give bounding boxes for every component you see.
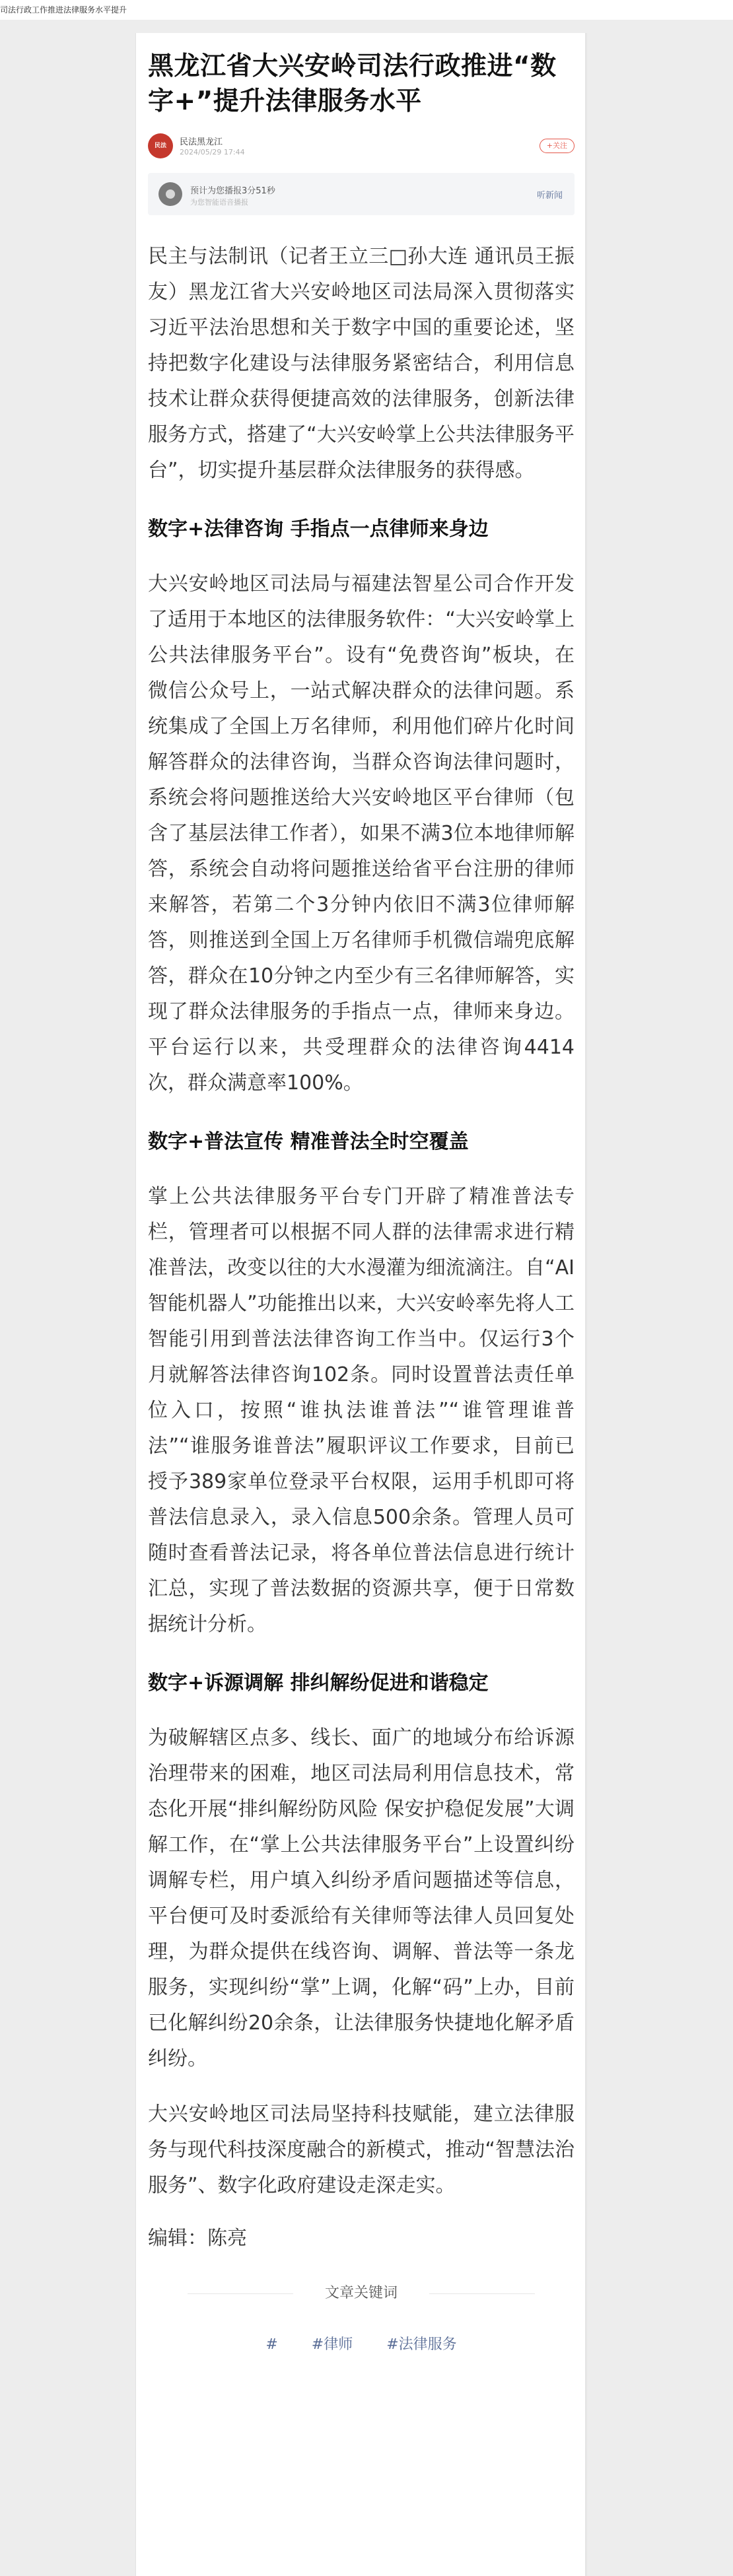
audio-duration-text: 预计为您播报3分51秒 (190, 186, 275, 196)
publish-date: 2024/05/29 17:44 (180, 148, 245, 156)
section-heading: 数字+普法宣传 精准普法全时空覆盖 (148, 1130, 469, 1153)
author-name[interactable]: 民法黑龙江 (180, 137, 223, 147)
section-body: 大兴安岭地区司法局与福建法智星公司合作开发了适用于本地区的法律服务软件：“大兴安岭掌上公共法律服务平台”。设有“免费咨询”板块，在微信公众号上，一站式解决群众的法律问题。系统集成了全国上万名律师，利用他们碎片化时间解答群众的法律咨询，当群众咨询法律问题时，系统会将问题推送给大兴安岭地区平台律师（包含了基层法律工作者），如果不满3位本地律师解答，系统会自动将问题推送给省平台注册的律师来解答，若第二个3分钟内依旧不满3位律师解答，则推送到全国上万名律师手机微信端兜底解答，群众在10分钟之内至少有三名律师解答，实现了群众法律服务的手指点一点，律师来身边。平台运行以来，共受理群众的法律咨询4414次，群众满意率100%。 (148, 572, 575, 1095)
window-top-bar (0, 0, 733, 20)
author-row (148, 132, 575, 165)
article-page (135, 33, 586, 2576)
keywords-title: 文章关键词 (148, 2282, 575, 2305)
article-content (148, 49, 575, 2354)
section-body: 掌上公共法律服务平台专门开辟了精准普法专栏，管理者可以根据不同人群的法律需求进行精准普法，改变以往的大水漫灌为细流滴注。自“AI智能机器人”功能推出以来，大兴安岭率先将人工智能引用到普法法律咨询工作当中。仅运行3个月就解答法律咨询102条。同时设置普法责任单位入口，按照“谁执法谁普法”“谁管理谁普法”“谁服务谁普法”履职评议工作要求，目前已授予389家单位登录平台权限，运用手机即可将普法信息录入，录入信息500余条。管理人员可随时查看普法记录，将各单位普法信息进行统计汇总，实现了普法数据的资源共享，便于日常数据统计分析。 (148, 1185, 575, 1636)
tag-link[interactable]: #法律服务 (386, 2336, 457, 2353)
intro-paragraph: 民主与法制讯（记者王立三□孙大连 通讯员王振友）黑龙江省大兴安岭地区司法局深入贯彻落实习近平法治思想和关于数字中国的重要论述，坚持把数字化建设与法律服务紧密结合，利用信息技术让群众获得便捷高效的法律服务，创新法律服务方式，搭建了“大兴安岭掌上公共法律服务平台”，切实提升基层群众法律服务的获得感。 (148, 245, 575, 482)
window-title: 司法行政工作推进法律服务水平提升 (0, 5, 127, 15)
closing-paragraph: 大兴安岭地区司法局坚持科技赋能，建立法律服务与现代科技深度融合的新模式，推动“智慧法治服务”、数字化政府建设走深走实。 (148, 2103, 575, 2197)
audio-player-card[interactable] (148, 173, 575, 215)
audio-play-icon[interactable] (158, 182, 182, 206)
scrollbar[interactable] (586, 33, 587, 2576)
keyword-tags (148, 2333, 575, 2354)
avatar[interactable]: 民法 (148, 133, 173, 158)
follow-button[interactable]: +关注 (540, 139, 575, 153)
listen-news-link[interactable]: 听新闻 (536, 191, 563, 201)
audio-subtitle: 为您智能语音播报 (190, 198, 248, 207)
tag-link[interactable]: #律师 (311, 2336, 353, 2353)
tag-link[interactable]: # (265, 2336, 278, 2353)
section-body: 为破解辖区点多、线长、面广的地域分布给诉源治理带来的困难，地区司法局利用信息技术，常态化开展“排纠解纷防风险 保安护稳促发展”大调解工作，在“掌上公共法律服务平台”上设置纠纷调解专栏，用户填入纠纷矛盾问题描述等信息，平台便可及时委派给有关律师等法律人员回复处理，为群众提供在线咨询、调解、普法等一条龙服务，实现纠纷“掌”上调，化解“码”上办，目前已化解纠纷20余条，让法律服务快捷地化解矛盾纠纷。 (148, 1726, 575, 2070)
editor-credit: 编辑：陈亮 (148, 2227, 247, 2250)
section-heading: 数字+法律咨询 手指点一点律师来身边 (148, 518, 489, 541)
article-title: 黑龙江省大兴安岭司法行政推进“数字+”提升法律服务水平 (148, 51, 557, 116)
section-heading: 数字+诉源调解 排纠解纷促进和谐稳定 (148, 1672, 489, 1695)
